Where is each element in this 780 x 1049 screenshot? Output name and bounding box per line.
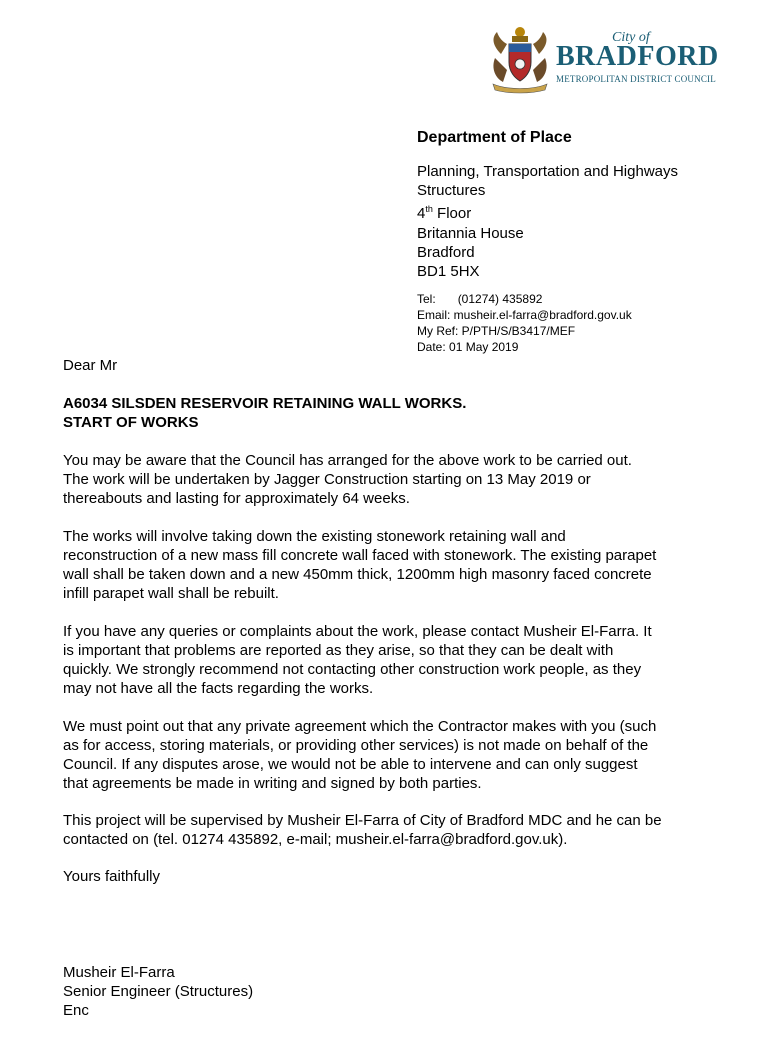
tel-label: Tel: — [417, 292, 436, 306]
signature-block — [63, 963, 253, 1021]
address-line: BD1 5HX — [417, 263, 480, 281]
contact-details — [417, 291, 632, 355]
paragraph-line: We must point out that any private agreement which the Contractor makes with you (such — [63, 718, 657, 735]
paragraph-line: You may be aware that the Council has arranged for the above work to be carried out. — [63, 452, 632, 469]
paragraph-line: The work will be undertaken by Jagger Construction starting on 13 May 2019 or — [63, 471, 591, 489]
letter-date: Date: 01 May 2019 — [417, 340, 519, 354]
subject-line: START OF WORKS — [63, 414, 199, 431]
paragraph-line: that agreements be made in writing and signed by both parties. — [63, 775, 482, 793]
paragraph-2 — [63, 527, 656, 603]
floor-word: Floor — [432, 205, 472, 223]
reference: My Ref: P/PTH/S/B3417/MEF — [417, 324, 576, 338]
coat-of-arms-icon — [487, 24, 553, 94]
signatory-name: Musheir El-Farra — [63, 964, 175, 981]
logo-city-of: City of — [612, 30, 650, 45]
paragraph-line: Council. If any disputes arose, we would not be able to intervene and can only suggest — [63, 756, 638, 774]
logo-name: BRADFORD — [556, 41, 719, 72]
paragraph-line: quickly. We strongly recommend not contacting other construction work people, as they — [63, 661, 642, 679]
address-line: Planning, Transportation and Highways — [417, 163, 678, 180]
paragraph-line: This project will be supervised by Musheir El-Farra of City of Bradford MDC and he can be — [63, 812, 662, 829]
subject-heading — [63, 394, 466, 432]
address-line: Britannia House — [417, 224, 524, 242]
subject-line: A6034 SILSDEN RESERVOIR RETAINING WALL WORKS. — [63, 395, 467, 412]
paragraph-line: as for access, storing materials, or providing other services) is not made on behalf of the — [63, 737, 649, 755]
paragraph-5 — [63, 811, 662, 849]
paragraph-line: may not have all the facts regarding the works. — [63, 680, 374, 698]
paragraph-line: reconstruction of a new mass fill concrete wall faced with stonework. The existing parapet — [63, 547, 657, 565]
address-floor — [417, 200, 678, 223]
sender-address — [417, 162, 678, 281]
paragraph-line: If you have any queries or complaints about the work, please contact Musheir El-Farra. It — [63, 623, 652, 640]
paragraph-line: thereabouts and lasting for approximately 64 weeks. — [63, 490, 410, 508]
paragraph-line: The works will involve taking down the existing stonework retaining wall and — [63, 528, 566, 545]
paragraph-4 — [63, 717, 656, 793]
paragraph-3 — [63, 622, 652, 698]
telephone — [417, 291, 632, 307]
salutation: Dear Mr — [63, 357, 118, 374]
closing: Yours faithfully — [63, 868, 161, 885]
paragraph-line: contacted on (tel. 01274 435892, e-mail; musheir.el-farra@bradford.gov.uk). — [63, 831, 568, 849]
paragraph-line: infill parapet wall shall be rebuilt. — [63, 585, 279, 603]
department-name: Department of Place — [417, 129, 572, 146]
address-line: Structures — [417, 182, 486, 200]
paragraph-1 — [63, 451, 632, 508]
enclosure-note: Enc — [63, 1002, 89, 1020]
paragraph-line: is important that problems are reported as they arise, so that they can be dealt with — [63, 642, 614, 660]
floor-number: 4 — [417, 205, 426, 223]
address-line: Bradford — [417, 243, 475, 261]
floor-suffix: th — [425, 204, 433, 215]
signatory-title: Senior Engineer (Structures) — [63, 983, 254, 1001]
tel-value: (01274) 435892 — [457, 292, 543, 306]
email: Email: musheir.el-farra@bradford.gov.uk — [417, 308, 632, 322]
paragraph-line: wall shall be taken down and a new 450mm thick, 1200mm high masonry faced concrete — [63, 566, 652, 584]
logo-council: METROPOLITAN DISTRICT COUNCIL — [556, 74, 716, 84]
